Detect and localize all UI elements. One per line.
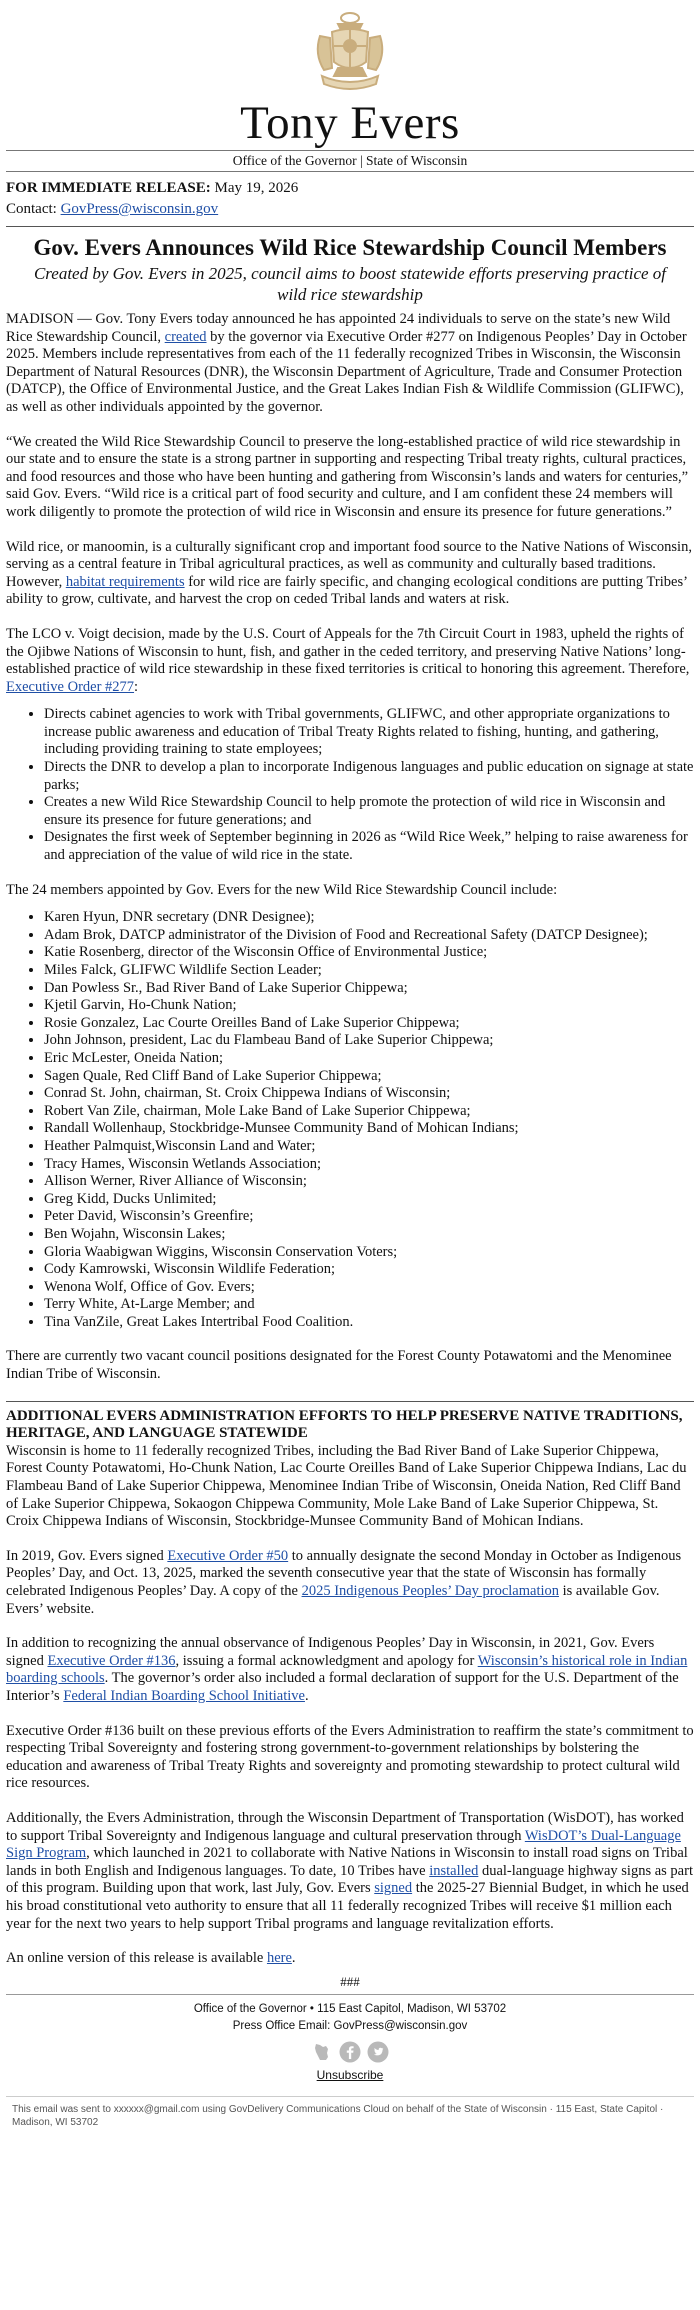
member-item: • Eric McLester, Oneida Nation; [44,1050,694,1068]
paragraph-ipd [6,1548,694,1618]
paragraph-wisdot [6,1810,694,1933]
divider [6,1401,694,1402]
governor-name: Tony Evers [240,97,460,149]
footer [6,1994,694,2084]
text: The LCO v. Voigt decision, made by the U.S. Court of Appeals for the 7th Circuit Court in 1983, upheld the rights of the Ojibwe Nations of Wisconsin to hunt, fish, and gather in the ceded territory, and preserving Native Nations’ long-established practice of wild rice stewardship in these fixed territories is critical to honoring this agreement. Therefore, [6,625,690,678]
text: dual-language highway signs as part of this program. Building upon that work, last July, Gov. Evers [6,1862,693,1897]
text: the 2025-27 Biennial Budget, in which he used his broad constitutional veto authority to ensure that all 11 federally recognized Tribes will receive $1 million each year for the next two years to help support Tribal programs and language revitalization efforts. [6,1880,689,1932]
text: by the governor via Executive Order #277 on Indigenous Peoples’ Day in October 2025. Members include representatives from each of the 11 federally recognized Tribes in Wisconsin, the Wisconsin Department of Natural Resources (DNR), the Wisconsin Department of Agriculture, Trade and Consumer Protection (DATCP), the Office of Environmental Justice, and the Great Lakes Indian Fish & Wildlife Commission (GLIFWC), as well as other individuals appointed by the governor. [6,328,687,415]
contact-label: Contact: [6,201,57,217]
member-item: • Miles Falck, GLIFWC Wildlife Section Leader; [44,962,694,980]
release-meta [6,178,694,220]
text: is available Gov. Evers’ website. [6,1583,660,1617]
release-label: FOR IMMEDIATE RELEASE: [6,180,211,196]
member-item: • Gloria Waabigwan Wiggins, Wisconsin Conservation Voters; [44,1244,694,1262]
release-line [6,178,694,199]
text: An online version of this release is available [6,1950,267,1967]
text: : [134,678,139,695]
paragraph-quote: “We created the Wild Rice Stewardship Council to preserve the long-established practice of wild rice stewardship in our state and to ensure the state is a strong partner in supporting and respecting Tribal treaty rights, cultural practices, and food resources and those who have been hunting and gathering from Wisconsin’s lands and waters for centuries,” said Gov. Evers. “Wild rice is a critical part of food security and culture, and I am confident these 24 members will work diligently to promote the protection of wild rice in Wisconsin and ensure its presence for future generations.” [6,433,689,520]
footer-press-email: Press Office Email: GovPress@wisconsin.gov [232,2019,468,2032]
member-item: • Katie Rosenberg, director of the Wisconsin Office of Environmental Justice; [44,944,694,962]
paragraph-tribes: Wisconsin is home to 11 federally recognized Tribes, including the Bad River Band of Lake Superior Chippewa, Forest County Potawatomi, Ho-Chunk Nation, Lac Courte Oreilles Band of Lake Superior Chippewa Indians, Lac du Flambeau Band of Lake Superior Chippewa, Menominee Indian Tribe of Wisconsin, Oneida Nation, Red Cliff Band of Lake Superior Chippewa, Sokaogon Chippewa Community, Mole Lake Band of Lake Superior Chippewa, St. Croix Chippewa Indians of Wisconsin, Stockbridge-Munsee Community Band of Mohican Indians. [6,1442,687,1530]
member-item: • Heather Palmquist,Wisconsin Land and Water; [44,1138,694,1156]
email-page [6,0,694,2137]
text: . [304,1687,309,1704]
members-list [6,909,694,1331]
paragraph-voigt [6,626,694,696]
member-item: • Sagen Quale, Red Cliff Band of Lake Superior Chippewa; [44,1068,694,1086]
contact-line [6,199,694,220]
paragraph-boarding-schools [6,1635,694,1705]
paragraph-online [6,1950,694,1968]
member-item: • Greg Kidd, Ducks Unlimited; [44,1191,694,1209]
order-item: • Directs cabinet agencies to work with Tribal governments, GLIFWC, and other appropriate organizations to increase public awareness and education of Tribal Treaty Rights related to fishing, hunting, and gathering, including providing training to state employees; [44,706,694,759]
text: MADISON — Gov. Tony Evers today announced he has appointed 24 individuals to serve on the state’s new Wild Rice Stewardship Council, [6,311,671,345]
text: , issuing a formal acknowledgment and apology for [175,1652,478,1669]
member-item: • Peter David, Wisconsin’s Greenfire; [44,1208,694,1226]
text: . The governor’s order also included a formal declaration of support for the U.S. Department of the Interior’s [6,1670,679,1704]
text: for wild rice are fairly specific, and changing ecological conditions are putting Tribes’ ability to grow, cultivate, and harvest the crop on ceded Tribal lands and waters at risk. [6,573,687,608]
member-item: • Wenona Wolf, Office of Gov. Evers; [44,1279,694,1297]
created-link[interactable]: created [164,328,207,345]
member-item: • Cody Kamrowski, Wisconsin Wildlife Federation; [44,1261,694,1279]
member-item: • Dan Powless Sr., Bad River Band of Lake Superior Chippewa; [44,980,694,998]
member-item: • Ben Wojahn, Wisconsin Lakes; [44,1226,694,1244]
text: Wild rice, or manoomin, is a culturally significant crop and important food source to the Native Nations of Wisconsin, serving as a central feature in Tribal agricultural practices, as well as community and culturally based traditions. However, [6,538,692,590]
member-item: • Tracy Hames, Wisconsin Wetlands Association; [44,1156,694,1174]
wisconsin-outline-icon[interactable] [311,2041,333,2063]
delivery-disclaimer: This email was sent to xxxxxx@gmail.com using GovDelivery Communications Cloud on behalf of the State of Wisconsin · 115 East, State Capitol · Madison, WI 53702 [6,2096,694,2137]
paragraph-eo136: Executive Order #136 built on these previous efforts of the Evers Administration to reaffirm the state’s commitment to respecting Tribal Sovereignty and fostering strong government-to-government relationships by bolstering the education and awareness of Tribal Treaty Rights and sovereignty and promoting stewardship to protect cultural wild rice resources. [6,1722,694,1792]
text: to annually designate the second Monday in October as Indigenous Peoples’ Day, and Oct. 13, 2025, marked the seventh consecutive year that the state of Wisconsin has formally celebrated Indigenous Peoples’ Day. A copy of the [6,1547,682,1599]
section-heading: ADDITIONAL EVERS ADMINISTRATION EFFORTS TO HELP PRESERVE NATIVE TRADITIONS, HERITAGE, AND LANGUAGE STATEWIDE [6,1407,683,1442]
executive-order-50-link[interactable]: Executive Order #50 [167,1547,289,1564]
order-item: • Designates the first week of September beginning in 2026 as “Wild Rice Week,” helping to raise awareness for and appreciation of the value of wild rice in the state. [44,829,694,864]
boarding-school-initiative-link[interactable]: Federal Indian Boarding School Initiative [63,1687,305,1704]
member-item: • Terry White, At-Large Member; and [44,1296,694,1314]
member-item: • Tina VanZile, Great Lakes Intertribal Food Coalition. [44,1314,694,1332]
footer-address: Office of the Governor • 115 East Capitol, Madison, WI 53702 [193,2002,507,2015]
order-items-list [6,706,694,864]
facebook-icon[interactable] [339,2041,361,2063]
member-item: • Robert Van Zile, chairman, Mole Lake Band of Lake Superior Chippewa; [44,1103,694,1121]
text: Additionally, the Evers Administration, through the Wisconsin Department of Transportation (WisDOT), has worked to support Tribal Sovereignty and Indigenous language and cultural preservation through [6,1809,684,1844]
text: . [291,1950,296,1967]
executive-order-277-link[interactable]: Executive Order #277 [6,678,135,695]
member-item: • Randall Wollenhaup, Stockbridge-Munsee Community Band of Mohican Indians; [44,1120,694,1138]
signed-link[interactable]: signed [374,1880,413,1897]
unsubscribe-link[interactable]: Unsubscribe [316,2067,384,2082]
divider [6,226,694,227]
installed-link[interactable]: installed [429,1862,479,1879]
masthead [6,0,694,172]
release-date: May 19, 2026 [214,180,299,196]
article-title: Gov. Evers Announces Wild Rice Stewardship Council Members [33,235,667,260]
order-item: • Directs the DNR to develop a plan to incorporate Indigenous languages and public education on signage at state parks; [44,759,694,794]
article-subtitle: Created by Gov. Evers in 2025, council aims to boost statewide efforts preserving practice of wild rice stewardship [33,264,667,304]
paragraph-manoomin [6,539,694,609]
member-item: • John Johnson, president, Lac du Flambeau Band of Lake Superior Chippewa; [44,1032,694,1050]
text: In 2019, Gov. Evers signed [6,1547,168,1564]
member-item: • Karen Hyun, DNR secretary (DNR Designee); [44,909,694,927]
boarding-schools-link[interactable]: Wisconsin’s historical role in Indian boarding schools [6,1652,688,1687]
text: , which launched in 2021 to collaborate with Native Nations in Wisconsin to install road signs on Tribal lands in both English and Indigenous languages. To date, 10 Tribes have [6,1845,688,1879]
contact-email-link[interactable]: GovPress@wisconsin.gov [60,201,219,217]
member-item: • Allison Werner, River Alliance of Wisconsin; [44,1173,694,1191]
office-line [6,150,694,172]
proclamation-link[interactable]: 2025 Indigenous Peoples’ Day proclamation [301,1583,560,1599]
twitter-icon[interactable] [367,2041,389,2063]
member-item: • Rosie Gonzalez, Lac Courte Oreilles Band of Lake Superior Chippewa; [44,1015,694,1033]
online-version-link[interactable]: here [266,1950,292,1967]
member-item: • Adam Brok, DATCP administrator of the Division of Food and Recreational Safety (DATCP Designee); [44,927,694,945]
order-item: • Creates a new Wild Rice Stewardship Council to help promote the protection of wild rice in Wisconsin and ensure its presence for future generations; and [44,794,694,829]
office-line-text: Office of the Governor | State of Wisconsin [232,153,468,168]
member-item: • Kjetil Garvin, Ho-Chunk Nation; [44,997,694,1015]
social-icons [6,2041,694,2063]
paragraph-members-intro: The 24 members appointed by Gov. Evers for the new Wild Rice Stewardship Council include: [6,881,558,898]
dual-language-sign-link[interactable]: WisDOT’s Dual-Language Sign Program [6,1827,681,1862]
habitat-requirements-link[interactable]: habitat requirements [65,573,185,590]
executive-order-136-link[interactable]: Executive Order #136 [47,1652,176,1669]
end-mark: ### [340,1973,360,1989]
paragraph-intro [6,311,694,417]
member-item: • Conrad St. John, chairman, St. Croix Chippewa Indians of Wisconsin; [44,1085,694,1103]
text: In addition to recognizing the annual observance of Indigenous Peoples’ Day in Wisconsin, in 2021, Gov. Evers signed [6,1635,655,1669]
wisconsin-state-seal-icon [308,10,392,96]
paragraph-vacant: There are currently two vacant council positions designated for the Forest County Potawatomi and the Menominee Indian Tribe of Wisconsin. [6,1348,672,1383]
